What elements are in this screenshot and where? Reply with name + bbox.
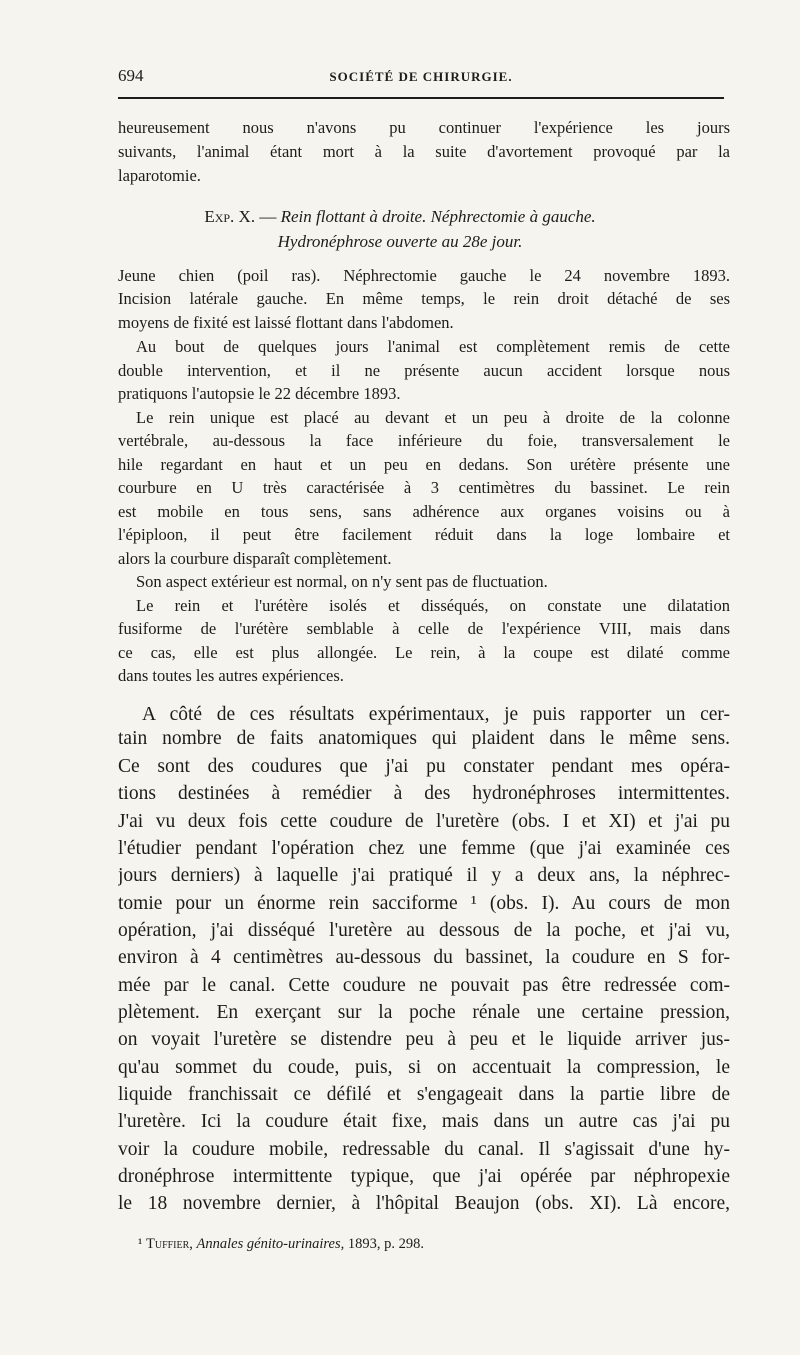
text-line: liquide franchissait ce défilé et s'engageait dans la partie libre de — [118, 1084, 730, 1105]
text-line: voir la coudure mobile, redressable du canal. Il s'agissait d'une hy- — [118, 1139, 730, 1160]
experiment-title-line2: Hydronéphrose ouverte au 28e jour. — [277, 232, 523, 251]
text-line: dronéphrose intermittente typique, que j'ai opérée par néphropexie — [118, 1166, 730, 1187]
text-line: fusiforme de l'urétère semblable à celle de l'expérience VIII, mais dans — [118, 619, 730, 638]
footnote-author: Tuffier, — [145, 1236, 193, 1252]
text-line: est mobile en tous sens, sans adhérence aux organes voisins ou à — [118, 502, 730, 521]
page-number: 694 — [118, 66, 144, 85]
running-title: SOCIÉTÉ DE CHIRURGIE. — [329, 69, 513, 84]
text-line: ce cas, elle est plus allongée. Le rein, à la coupe est dilaté comme — [118, 643, 730, 662]
text-line: pratiquons l'autopsie le 22 décembre 1893. — [118, 384, 401, 403]
text-line: alors la courbure disparaît complètement. — [118, 549, 392, 568]
text-line: Le rein unique est placé au devant et un peu à droite de la colonne — [136, 408, 730, 427]
text-line: suivants, l'animal étant mort à la suite d'avortement provoqué par la — [118, 142, 730, 161]
text-line: tomie pour un énorme rein sacciforme ¹ (obs. I). Au cours de mon — [118, 893, 730, 914]
text-line: plètement. En exerçant sur la poche rénale une certaine pression, — [118, 1002, 730, 1023]
footnote-marker: ¹ — [138, 1236, 143, 1252]
text-line: jours derniers) à laquelle j'ai pratiqué il y a deux ans, la néphrec- — [118, 865, 730, 886]
text-line: laparotomie. — [118, 166, 201, 185]
text-line: le 18 novembre dernier, à l'hôpital Beaujon (obs. XI). Là encore, — [118, 1193, 730, 1214]
text-line: l'étudier pendant l'opération chez une femme (que j'ai examinée ces — [118, 838, 730, 859]
text-line: on voyait l'uretère se distendre peu à peu et le liquide arriver jus- — [118, 1029, 730, 1050]
experiment-title-line1: Rein flottant à droite. Néphrectomie à gauche. — [280, 207, 596, 226]
footnote-details: 1893, p. 298. — [347, 1236, 424, 1252]
text-line: vertébrale, au-dessous la face inférieure du foie, transversalement le — [118, 431, 730, 450]
text-line: courbure en U très caractérisée à 3 centimètres du bassinet. Le rein — [118, 478, 730, 497]
text-line: double intervention, et il ne présente aucun accident lorsque nous — [118, 361, 730, 380]
text-line: environ à 4 centimètres au-dessous du bassinet, la coudure en S for- — [118, 947, 730, 968]
text-line: mée par le canal. Cette coudure ne pouvait pas être redressée com- — [118, 975, 730, 996]
text-line: l'épiploon, il peut être facilement réduit dans la loge lombaire et — [118, 525, 730, 544]
text-line: Incision latérale gauche. En même temps, le rein droit détaché de ses — [118, 289, 730, 308]
experiment-label: Exp. X. — — [204, 207, 277, 226]
text-line: Son aspect extérieur est normal, on n'y sent pas de fluctuation. — [136, 572, 548, 591]
text-line: Ce sont des coudures que j'ai pu constater pendant mes opéra- — [118, 756, 730, 777]
text-line: qu'au sommet du coude, puis, si on accentuait la compression, le — [118, 1057, 730, 1078]
text-segment: tain nombre de faits anatomiques qui plaident dans le même sens. — [118, 728, 730, 749]
page-header — [118, 66, 724, 88]
header-rule — [118, 97, 724, 99]
text-line: Jeune chien (poil ras). Néphrectomie gauche le 24 novembre 1893. — [118, 266, 730, 285]
text-line: heureusement nous n'avons pu continuer l'expérience les jours — [118, 118, 730, 137]
text-line: moyens de fixité est laissé flottant dans l'abdomen. — [118, 313, 454, 332]
text-line: l'uretère. Ici la coudure était fixe, mais dans un autre cas j'ai pu — [118, 1111, 730, 1132]
text-line: opération, j'ai disséqué l'uretère au dessous de la poche, et j'ai vu, — [118, 920, 730, 941]
text-line — [118, 728, 730, 750]
footnote-journal: Annales génito-urinaires, — [196, 1236, 345, 1252]
text-line: A côté de ces résultats expérimentaux, je puis rapporter un cer- — [142, 704, 730, 725]
experiment-heading — [0, 207, 800, 227]
text-line: dans toutes les autres expériences. — [118, 666, 344, 685]
footnote — [138, 1236, 730, 1253]
text-line: J'ai vu deux fois cette coudure de l'uretère (obs. I et XI) et j'ai pu — [118, 811, 730, 832]
text-line: tions destinées à remédier à des hydronéphroses intermittentes. — [118, 783, 730, 804]
text-line: hile regardant en haut et un peu en dedans. Son urétère présente une — [118, 455, 730, 474]
text-line: Le rein et l'urétère isolés et disséqués, on constate une dilatation — [136, 596, 730, 615]
text-line: Au bout de quelques jours l'animal est complètement remis de cette — [136, 337, 730, 356]
